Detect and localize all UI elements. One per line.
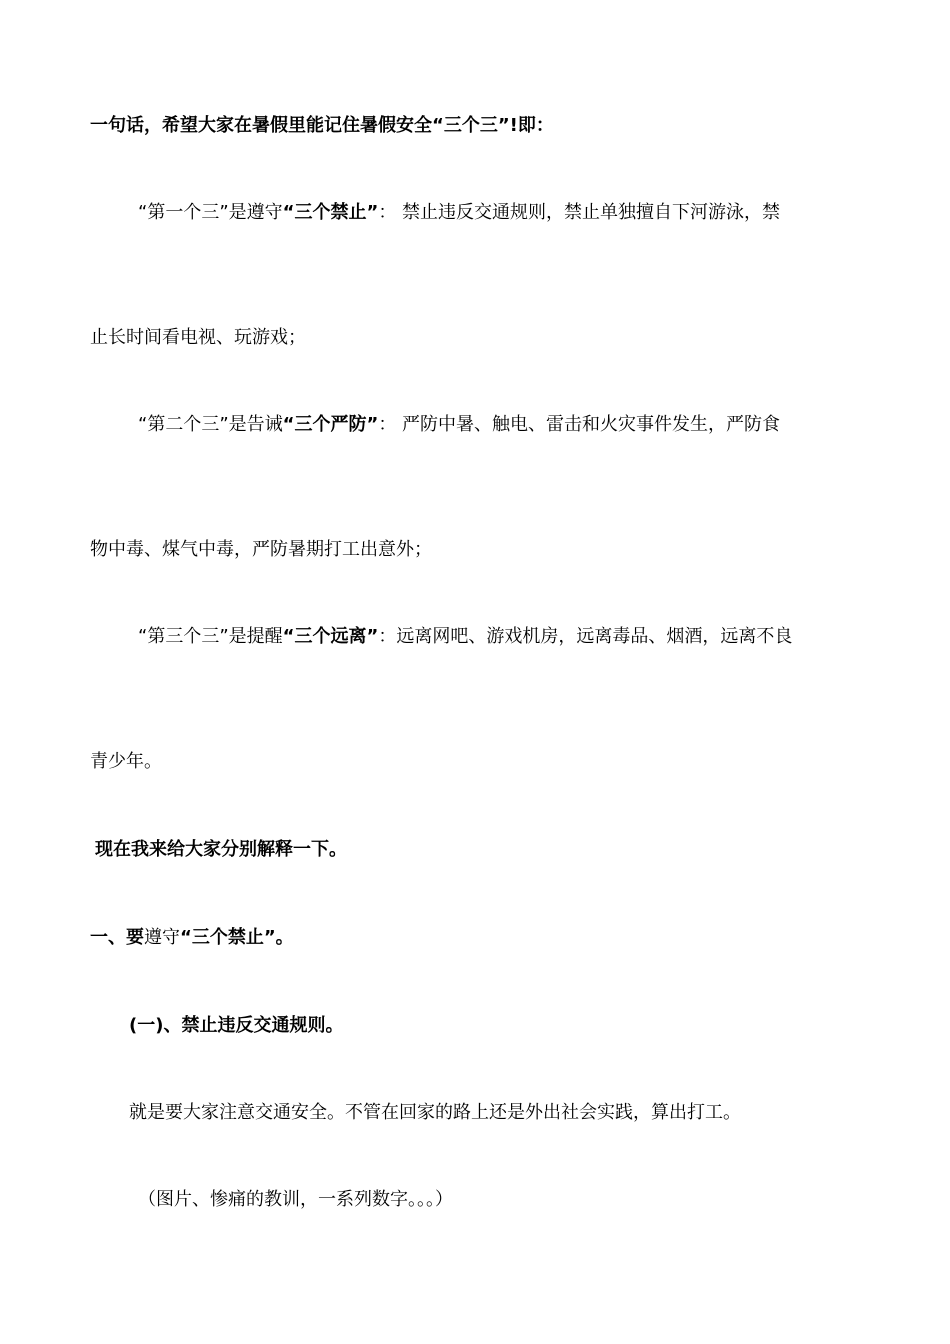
first-three-bold: “三个禁止” bbox=[282, 202, 379, 223]
traffic-safety-text: 就是要大家注意交通安全。不管在回家的路上还是外出社会实践，算出打工。 bbox=[129, 1102, 741, 1123]
section-heading-one-prefix: 一、要 bbox=[90, 927, 144, 948]
intro-text: 一句话，希望大家在暑假里能记住暑假安全“三个三”!即： bbox=[90, 115, 554, 136]
third-three-lead: “第三个三”是提醒 bbox=[138, 626, 283, 647]
section-heading-one-title: “三个禁止”。 bbox=[180, 927, 294, 948]
first-three-cont-text: 止长时间看电视、玩游戏； bbox=[90, 327, 306, 348]
paragraph-first-three bbox=[138, 201, 780, 225]
subsection-heading-one-text: (一)、禁止违反交通规则。 bbox=[129, 1015, 344, 1036]
paragraph-third-three-continued bbox=[90, 750, 162, 774]
second-three-rest: ： 严防中暑、触电、雷击和火灾事件发生，严防食 bbox=[378, 414, 781, 435]
second-three-cont-text: 物中毒、煤气中毒，严防暑期打工出意外； bbox=[90, 539, 432, 560]
paragraph-note bbox=[138, 1188, 453, 1212]
paragraph-second-three bbox=[138, 413, 780, 437]
second-three-bold: “三个严防” bbox=[282, 414, 379, 435]
paragraph-third-three bbox=[138, 625, 792, 649]
first-three-lead: “第一个三”是遵守 bbox=[138, 202, 283, 223]
first-three-rest: ： 禁止违反交通规则，禁止单独擅自下河游泳，禁 bbox=[378, 202, 781, 223]
third-three-bold: “三个远离” bbox=[282, 626, 379, 647]
section-heading-one-verb: 遵守 bbox=[144, 927, 180, 948]
third-three-cont-text: 青少年。 bbox=[90, 751, 162, 772]
explain-line bbox=[95, 838, 347, 862]
paragraph-second-three-continued bbox=[90, 538, 432, 562]
paragraph-traffic-safety bbox=[129, 1101, 741, 1125]
paragraph-first-three-continued bbox=[90, 326, 306, 350]
second-three-lead: “第二个三”是告诫 bbox=[138, 414, 283, 435]
intro-line bbox=[90, 114, 554, 138]
section-heading-one bbox=[90, 926, 294, 950]
note-text: （图片、惨痛的教训，一系列数字。。。） bbox=[138, 1189, 453, 1210]
third-three-rest: ：远离网吧、游戏机房，远离毒品、烟酒，远离不良 bbox=[378, 626, 793, 647]
subsection-heading-one bbox=[129, 1014, 343, 1038]
explain-text: 现在我来给大家分别解释一下。 bbox=[95, 839, 347, 860]
